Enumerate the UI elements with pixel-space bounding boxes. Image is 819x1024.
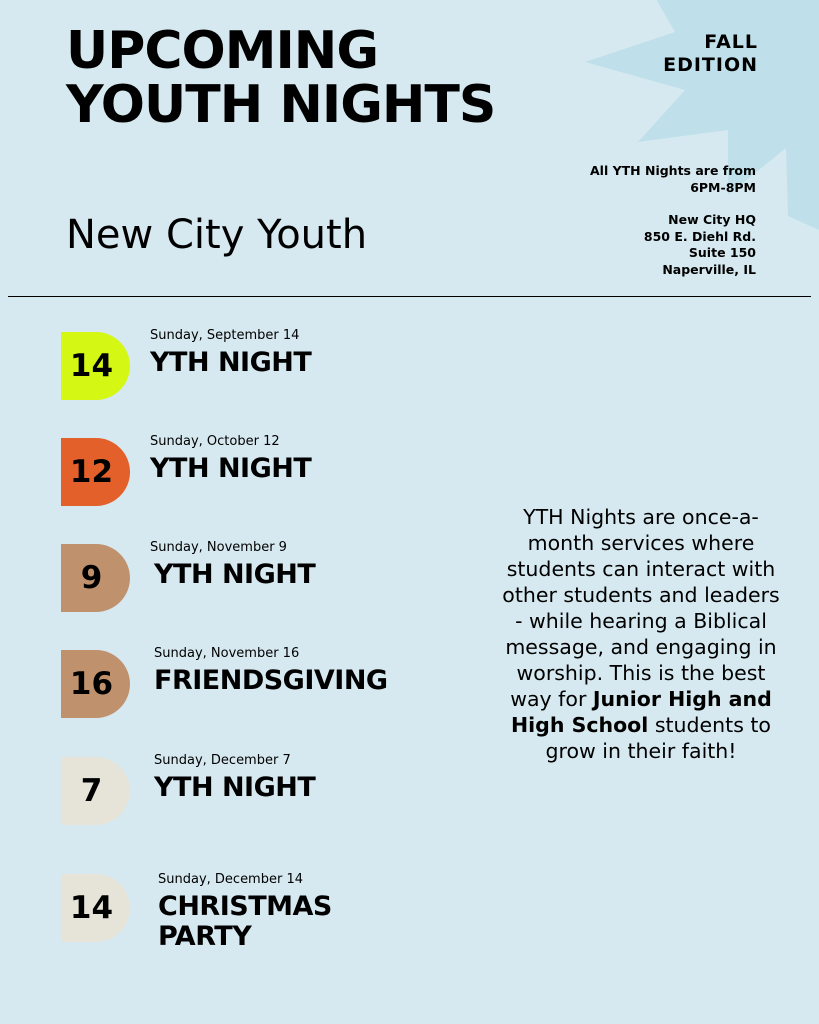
time-line-2: 6PM-8PM — [690, 179, 756, 195]
event-date: Sunday, December 14 — [158, 872, 303, 887]
event-date: Sunday, December 7 — [154, 753, 291, 768]
event-title-line: YTH NIGHT — [154, 772, 316, 803]
date-badge: 12 — [61, 438, 130, 506]
event-title — [150, 454, 311, 484]
event-title-line: CHRISTMAS — [158, 891, 332, 922]
event-title-line: YTH NIGHT — [150, 453, 312, 484]
edition-line-2: EDITION — [663, 54, 758, 76]
event-title — [158, 892, 332, 952]
page-title — [66, 21, 496, 135]
description-before: YTH Nights are once-a-month services where students can interact with other students and leaders - while hearing a Biblical message, and engaging in worship. This is the best way for — [502, 505, 780, 711]
description-text — [496, 504, 786, 764]
date-badge: 14 — [61, 332, 130, 400]
event-title — [150, 348, 311, 378]
address-line-2: 850 E. Diehl Rd. — [643, 228, 756, 244]
title-line-2: YOUTH NIGHTS — [66, 75, 496, 135]
date-badge: 16 — [61, 650, 130, 718]
event-date: Sunday, September 14 — [150, 328, 300, 343]
event-date: Sunday, October 12 — [150, 434, 280, 449]
event-title — [154, 773, 315, 803]
edition-line-1: FALL — [704, 31, 758, 53]
divider — [8, 296, 811, 297]
event-title-line: PARTY — [158, 921, 252, 952]
title-line-1: UPCOMING — [66, 21, 378, 81]
event-title-line: YTH NIGHT — [154, 559, 316, 590]
description-after: students to grow in their faith! — [545, 713, 771, 763]
date-badge: 7 — [61, 757, 130, 825]
event-info — [590, 163, 756, 278]
address-line-1: New City HQ — [668, 212, 756, 227]
date-badge: 14 — [61, 874, 130, 942]
address-line-3: Suite 150 — [688, 245, 756, 260]
time-line-1: All YTH Nights are from — [590, 163, 756, 178]
edition-label — [663, 31, 758, 77]
event-date: Sunday, November 16 — [154, 646, 300, 661]
event-title — [154, 666, 388, 696]
event-title-line: FRIENDSGIVING — [154, 665, 388, 696]
event-title — [154, 560, 315, 590]
description-bold: Junior High and High School — [511, 687, 772, 737]
event-title-line: YTH NIGHT — [150, 347, 312, 378]
event-date: Sunday, November 9 — [150, 540, 287, 555]
date-badge: 9 — [61, 544, 130, 612]
address-line-4: Naperville, IL — [662, 261, 756, 277]
organization-name: New City Youth — [66, 212, 368, 258]
